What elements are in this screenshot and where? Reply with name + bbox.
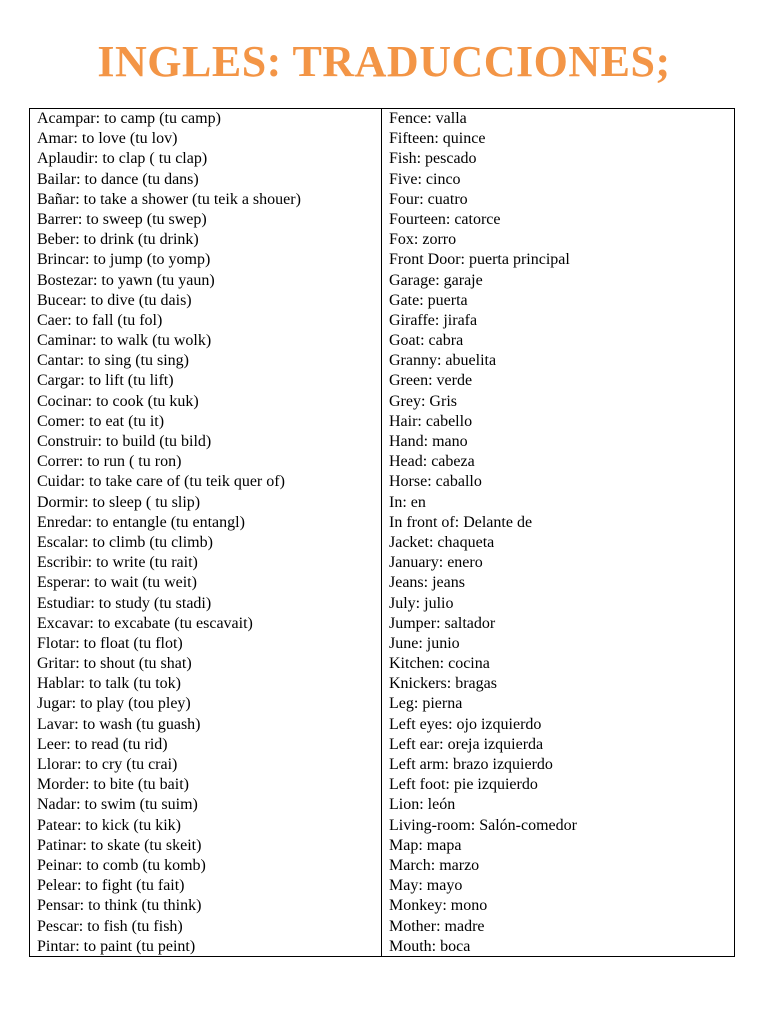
vocab-entry: Caminar: to walk (tu wolk) — [37, 332, 212, 350]
vocab-entry: Grey: Gris — [389, 392, 457, 410]
vocab-entry: Gate: puerta — [389, 291, 468, 309]
vocab-entry: Four: cuatro — [389, 190, 468, 208]
english-nouns-column — [382, 109, 734, 956]
vocab-entry: Estudiar: to study (tu stadi) — [37, 594, 212, 612]
vocab-entry: Lion: león — [389, 796, 456, 814]
vocab-entry: Leg: pierna — [389, 695, 463, 713]
vocab-entry: Jeans: jeans — [389, 574, 465, 592]
vocab-entry: Green: verde — [389, 372, 473, 390]
vocab-entry: Patear: to kick (tu kik) — [37, 816, 181, 834]
vocab-entry: Giraffe: jirafa — [389, 311, 478, 329]
vocab-entry: Granny: abuelita — [389, 352, 497, 370]
vocab-entry: Esperar: to wait (tu weit) — [37, 574, 197, 592]
vocab-entry: Monkey: mono — [389, 897, 488, 915]
vocab-entry: Morder: to bite (tu bait) — [37, 776, 189, 794]
vocab-entry: Flotar: to float (tu flot) — [37, 634, 183, 652]
vocab-entry: Bucear: to dive (tu dais) — [37, 291, 192, 309]
vocab-entry: Fox: zorro — [389, 231, 457, 249]
vocabulary-table — [29, 108, 735, 957]
vocab-entry: January: enero — [389, 554, 483, 572]
vocab-entry: Fifteen: quince — [389, 130, 486, 148]
vocab-entry: Jugar: to play (tou pley) — [37, 695, 191, 713]
vocab-entry: Correr: to run ( tu ron) — [37, 453, 182, 471]
vocab-entry: Fence: valla — [389, 110, 467, 127]
vocab-entry: Horse: caballo — [389, 473, 482, 491]
vocab-entry: Nadar: to swim (tu suim) — [37, 796, 198, 814]
vocab-entry: Patinar: to skate (tu skeit) — [37, 836, 202, 854]
vocab-entry: Mother: madre — [389, 917, 485, 935]
vocab-entry: Kitchen: cocina — [389, 655, 490, 673]
vocab-entry: Pelear: to fight (tu fait) — [37, 877, 185, 895]
vocab-entry: Garage: garaje — [389, 271, 483, 289]
vocab-entry: Bostezar: to yawn (tu yaun) — [37, 271, 215, 289]
vocab-entry: Hair: cabello — [389, 412, 473, 430]
vocab-entry: Barrer: to sweep (tu swep) — [37, 210, 207, 228]
vocab-entry: Amar: to love (tu lov) — [37, 130, 178, 148]
vocab-entry: Llorar: to cry (tu crai) — [37, 756, 178, 773]
vocab-entry: March: marzo — [389, 856, 480, 874]
vocab-entry: Pescar: to fish (tu fish) — [37, 917, 183, 935]
vocab-entry: Map: mapa — [389, 836, 462, 854]
vocab-entry: Cargar: to lift (tu lift) — [37, 372, 174, 390]
page-title: INGLES: TRADUCCIONES; — [97, 37, 671, 86]
vocab-entry: Beber: to drink (tu drink) — [37, 231, 199, 249]
vocab-entry: Caer: to fall (tu fol) — [37, 311, 163, 329]
vocab-entry: Comer: to eat (tu it) — [37, 412, 165, 430]
vocab-entry: Knickers: bragas — [389, 675, 497, 693]
vocab-entry: Brincar: to jump (to yomp) — [37, 251, 211, 269]
vocab-entry: Fourteen: catorce — [389, 210, 501, 228]
spanish-verbs-column — [30, 109, 382, 956]
vocab-entry: Dormir: to sleep ( tu slip) — [37, 493, 201, 511]
vocab-entry: Bañar: to take a shower (tu teik a shouer) — [37, 190, 301, 208]
vocab-entry: Cuidar: to take care of (tu teik quer of) — [37, 473, 285, 491]
vocab-entry: July: julio — [389, 594, 454, 612]
vocab-entry: Cantar: to sing (tu sing) — [37, 352, 189, 370]
vocab-entry: In front of: Delante de — [389, 513, 533, 531]
vocab-entry: Jumper: saltador — [389, 614, 496, 632]
vocab-entry: Pensar: to think (tu think) — [37, 897, 202, 915]
vocab-entry: Left ear: oreja izquierda — [389, 735, 544, 753]
vocab-entry: Hablar: to talk (tu tok) — [37, 675, 181, 693]
vocab-entry: Cocinar: to cook (tu kuk) — [37, 392, 199, 410]
vocab-entry: Bailar: to dance (tu dans) — [37, 170, 199, 188]
vocab-entry: Left arm: brazo izquierdo — [389, 756, 553, 773]
vocab-entry: June: junio — [389, 634, 460, 652]
vocab-entry: Left eyes: ojo izquierdo — [389, 715, 542, 733]
vocab-entry: Escalar: to climb (tu climb) — [37, 533, 213, 551]
vocab-entry: Leer: to read (tu rid) — [37, 735, 168, 753]
vocab-entry: Lavar: to wash (tu guash) — [37, 715, 201, 733]
vocab-entry: Fish: pescado — [389, 150, 477, 168]
vocab-entry: Escribir: to write (tu rait) — [37, 554, 198, 572]
vocab-entry: Goat: cabra — [389, 332, 464, 350]
vocab-entry: Excavar: to excabate (tu escavait) — [37, 614, 253, 632]
vocab-entry: Mouth: boca — [389, 937, 471, 955]
vocab-entry: Front Door: puerta principal — [389, 251, 570, 269]
vocab-entry: Construir: to build (tu bild) — [37, 433, 212, 450]
vocab-entry: In: en — [389, 493, 426, 511]
vocab-entry: Hand: mano — [389, 433, 468, 450]
vocab-entry: Head: cabeza — [389, 453, 475, 471]
vocab-entry: Aplaudir: to clap ( tu clap) — [37, 150, 208, 168]
vocab-entry: Living-room: Salón-comedor — [389, 816, 577, 834]
vocab-entry: Pintar: to paint (tu peint) — [37, 937, 196, 955]
vocab-entry: Enredar: to entangle (tu entangl) — [37, 513, 245, 531]
vocab-entry: Jacket: chaqueta — [389, 533, 495, 551]
vocab-entry: May: mayo — [389, 877, 463, 895]
vocab-entry: Acampar: to camp (tu camp) — [37, 110, 221, 127]
vocab-entry: Left foot: pie izquierdo — [389, 776, 538, 794]
vocab-entry: Peinar: to comb (tu komb) — [37, 856, 206, 874]
vocab-entry: Gritar: to shout (tu shat) — [37, 655, 192, 673]
vocab-entry: Five: cinco — [389, 170, 461, 188]
